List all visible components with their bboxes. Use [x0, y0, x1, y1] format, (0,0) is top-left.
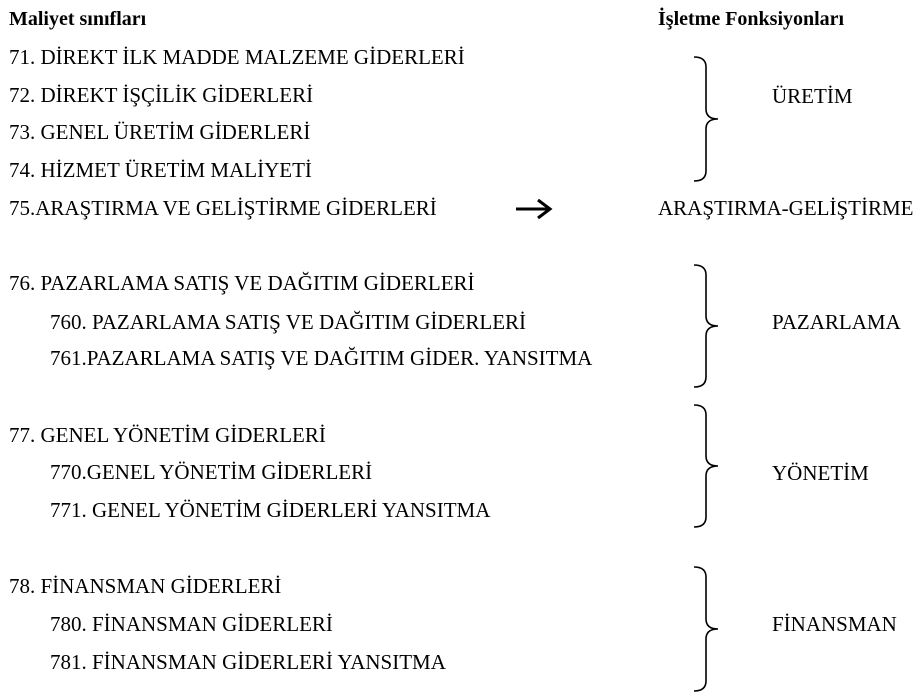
- arrow-right-icon: [514, 198, 554, 220]
- cost-class-71: 71. DİREKT İLK MADDE MALZEME GİDERLERİ: [9, 45, 465, 69]
- cost-class-77: 77. GENEL YÖNETİM GİDERLERİ: [9, 423, 326, 447]
- function-arge: ARAŞTIRMA-GELİŞTİRME: [658, 196, 914, 220]
- cost-class-73: 73. GENEL ÜRETİM GİDERLERİ: [9, 120, 311, 144]
- cost-class-780: 780. FİNANSMAN GİDERLERİ: [50, 612, 333, 636]
- brace-icon-yonetim: [690, 403, 724, 529]
- cost-classes-header: Maliyet sınıfları: [9, 8, 147, 30]
- cost-class-771: 771. GENEL YÖNETİM GİDERLERİ YANSITMA: [50, 498, 491, 522]
- function-yonetim: YÖNETİM: [772, 461, 869, 485]
- function-uretim: ÜRETİM: [772, 84, 853, 108]
- cost-class-770: 770.GENEL YÖNETİM GİDERLERİ: [50, 460, 373, 484]
- cost-class-76: 76. PAZARLAMA SATIŞ VE DAĞITIM GİDERLERİ: [9, 271, 475, 295]
- brace-icon-pazarlama: [690, 263, 724, 389]
- cost-class-760: 760. PAZARLAMA SATIŞ VE DAĞITIM GİDERLERİ: [50, 310, 527, 334]
- cost-class-78: 78. FİNANSMAN GİDERLERİ: [9, 574, 282, 598]
- brace-icon-finansman: [690, 565, 724, 693]
- cost-class-781: 781. FİNANSMAN GİDERLERİ YANSITMA: [50, 650, 446, 674]
- brace-icon-uretim: [690, 55, 724, 183]
- cost-class-761: 761.PAZARLAMA SATIŞ VE DAĞITIM GİDER. YANSITMA: [50, 346, 593, 370]
- cost-class-75: 75.ARAŞTIRMA VE GELİŞTİRME GİDERLERİ: [9, 196, 437, 220]
- function-pazarlama: PAZARLAMA: [772, 310, 901, 334]
- cost-class-72: 72. DİREKT İŞÇİLİK GİDERLERİ: [9, 83, 314, 107]
- cost-class-74: 74. HİZMET ÜRETİM MALİYETİ: [9, 158, 312, 182]
- function-finansman: FİNANSMAN: [772, 612, 897, 636]
- business-functions-header: İşletme Fonksiyonları: [658, 8, 845, 30]
